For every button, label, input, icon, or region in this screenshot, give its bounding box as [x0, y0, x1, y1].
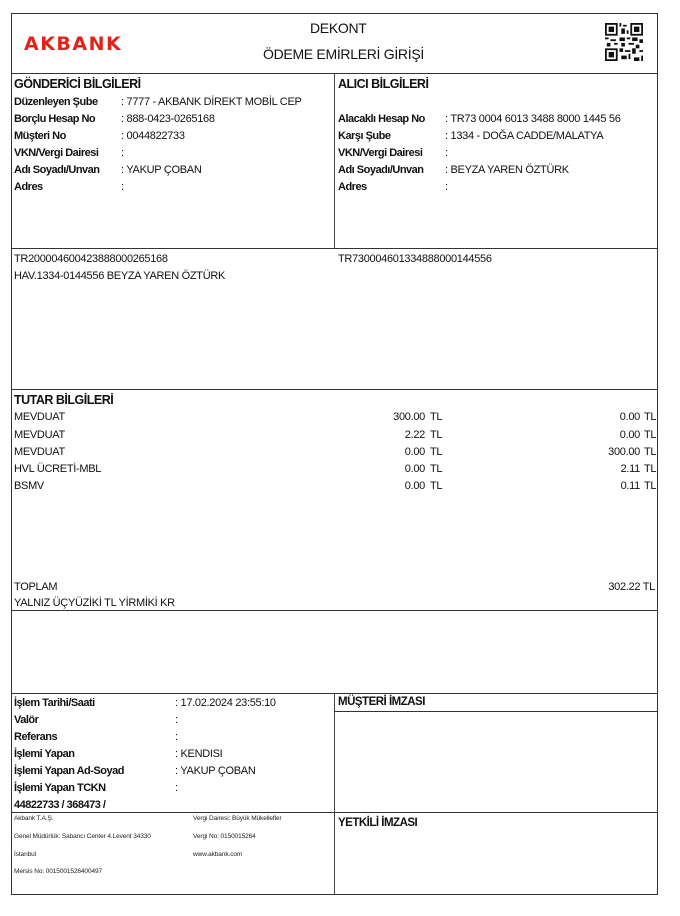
- akbank-logo: AKBANK: [24, 33, 123, 55]
- debit-currency: TL: [430, 480, 443, 492]
- amount-row-label: BSMV: [14, 480, 44, 492]
- sender-name-value: : YAKUP ÇOBAN: [121, 164, 202, 176]
- performer-tckn-value: :: [175, 782, 178, 794]
- performer-name-value: : YAKUP ÇOBAN: [175, 765, 256, 777]
- receiver-branch-label: Karşı Şube: [338, 130, 391, 142]
- party-bottom-divider: [11, 248, 658, 249]
- date-value: : 17.02.2024 23:55:10: [175, 697, 276, 709]
- debit-currency: TL: [430, 463, 443, 475]
- credit-amount: 0.00: [619, 429, 640, 441]
- sender-account-label: Borçlu Hesap No: [14, 113, 96, 125]
- credit-currency: TL: [644, 463, 657, 475]
- credit-amount: 0.11: [620, 480, 640, 492]
- total-label: TOPLAM: [14, 581, 58, 593]
- footer-city: İstanbul: [14, 851, 36, 858]
- total-in-words: YALNIZ ÜÇYÜZİKİ TL YİRMİKİ KR: [14, 597, 175, 609]
- performer-label: İşlemi Yapan: [14, 748, 75, 760]
- debit-amount: 0.00: [404, 446, 425, 458]
- footer-tax-office: Vergi Dairesi: Büyük Mükellefler: [193, 815, 282, 822]
- reference-code: 44822733 / 368473 /: [14, 799, 106, 811]
- customer-no-value: : 0044822733: [121, 130, 185, 142]
- credit-currency: TL: [644, 480, 657, 492]
- credit-currency: TL: [644, 446, 657, 458]
- receiver-name-value: : BEYZA YAREN ÖZTÜRK: [445, 164, 569, 176]
- footer-divider: [11, 812, 658, 813]
- credit-currency: TL: [644, 411, 657, 423]
- receiver-account-value: : TR73 0004 6013 3488 8000 1445 56: [445, 113, 621, 125]
- receiver-tax-label: VKN/Vergi Dairesi: [338, 147, 423, 159]
- amounts-top-divider: [11, 389, 658, 390]
- reference-label: Referans: [14, 731, 58, 743]
- debit-currency: TL: [430, 411, 443, 423]
- performer-name-label: İşlemi Yapan Ad-Soyad: [14, 765, 124, 777]
- sender-address-label: Adres: [14, 181, 43, 193]
- footer-tax-no: Vergi No: 0150015264: [193, 833, 256, 840]
- debit-amount: 300.00: [393, 411, 425, 423]
- total-value: 302.22 TL: [608, 581, 655, 593]
- sender-heading: GÖNDERİCİ BİLGİLERİ: [14, 77, 141, 91]
- debit-amount: 2.22: [404, 429, 425, 441]
- document-title: DEKONT: [310, 20, 367, 36]
- receiver-tax-value: :: [445, 147, 448, 159]
- sender-tax-label: VKN/Vergi Dairesi: [14, 147, 99, 159]
- receiver-iban: TR730004601334888000144556: [338, 253, 492, 265]
- party-divider: [334, 73, 335, 249]
- document-subtitle: ÖDEME EMİRLERİ GİRİŞİ: [263, 46, 424, 62]
- footer-company-name: Akbank T.A.Ş.: [14, 815, 54, 822]
- debit-currency: TL: [430, 429, 443, 441]
- customer-no-label: Müşteri No: [14, 130, 66, 142]
- sender-name-label: Adı Soyadı/Unvan: [14, 164, 100, 176]
- sender-branch-label: Düzenleyen Şube: [14, 96, 98, 108]
- receiver-name-label: Adı Soyadı/Unvan: [338, 164, 424, 176]
- footer-headquarters: Genel Müdürlük: Sabancı Center 4.Levent 34330: [14, 833, 151, 840]
- receiver-address-value: :: [445, 181, 448, 193]
- customer-signature-underline: [334, 711, 658, 712]
- debit-currency: TL: [430, 446, 443, 458]
- debit-amount: 0.00: [404, 480, 425, 492]
- amount-row-label: HVL ÜCRETİ-MBL: [14, 463, 102, 475]
- receiver-heading: ALICI BİLGİLERİ: [338, 77, 429, 91]
- transfer-note: HAV.1334-0144556 BEYZA YAREN ÖZTÜRK: [14, 270, 226, 282]
- footer-mersis: Mersis No: 0015001526400497: [14, 868, 103, 875]
- customer-signature-label: MÜŞTERİ İMZASI: [338, 696, 425, 708]
- sender-address-value: :: [121, 181, 124, 193]
- credit-currency: TL: [644, 429, 657, 441]
- credit-amount: 300.00: [608, 446, 640, 458]
- amount-row-label: MEVDUAT: [14, 429, 65, 441]
- amounts-heading: TUTAR BİLGİLERİ: [14, 393, 114, 407]
- value-date-value: :: [175, 714, 178, 726]
- credit-amount: 0.00: [619, 411, 640, 423]
- receiver-branch-value: : 1334 - DOĞA CADDE/MALATYA: [445, 130, 604, 142]
- receiver-account-label: Alacaklı Hesap No: [338, 113, 425, 125]
- footer-website[interactable]: www.akbank.com: [193, 851, 243, 858]
- debit-amount: 0.00: [404, 463, 425, 475]
- signature-divider: [334, 693, 335, 895]
- sender-iban: TR200004600423888000265168: [14, 253, 168, 265]
- sender-account-value: : 888-0423-0265168: [121, 113, 215, 125]
- sender-branch-value: : 7777 - AKBANK DİREKT MOBİL CEP: [121, 96, 302, 108]
- receiver-address-label: Adres: [338, 181, 367, 193]
- qr-code-icon: [605, 23, 643, 61]
- performer-tckn-label: İşlemi Yapan TCKN: [14, 782, 106, 794]
- sender-tax-value: :: [121, 147, 124, 159]
- authorized-signature-label: YETKİLİ İMZASI: [338, 817, 418, 829]
- reference-value: :: [175, 731, 178, 743]
- amount-row-label: MEVDUAT: [14, 446, 65, 458]
- date-label: İşlem Tarihi/Saati: [14, 697, 95, 709]
- performer-value: : KENDISI: [175, 748, 223, 760]
- credit-amount: 2.11: [620, 463, 640, 475]
- value-date-label: Valör: [14, 714, 39, 726]
- amount-row-label: MEVDUAT: [14, 411, 65, 423]
